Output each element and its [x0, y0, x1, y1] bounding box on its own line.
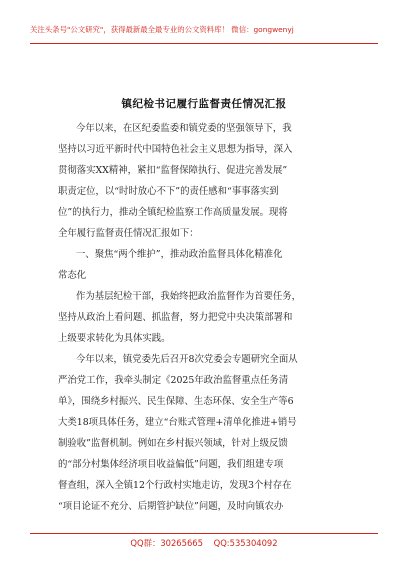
body-line: 全年履行监督责任情况汇报如下： [58, 228, 199, 239]
body-line: 督查组，深入全镇12个行政村实地走访，发现3个村存在 [58, 480, 292, 491]
header-notice: 关注头条号"公文研究"，获得最新最全最专业的公文资料库！ 微信：gongwenyj [30, 25, 294, 34]
body-line: 上级要求转化为具体实践。 [58, 333, 171, 344]
section-heading-cont: 常态化 [58, 270, 87, 281]
footer-qq: QQ:535304092 [213, 538, 278, 548]
body-line: 坚持以习近平新时代中国特色社会主义思想为指导，深入 [58, 144, 293, 155]
footer-divider [30, 533, 378, 534]
body-line: 单》，围绕乡村振兴、民生保障、生态环保、安全生产等6 [58, 396, 294, 407]
footer-qq-group: QQ群：30265665 [130, 538, 203, 548]
body-line: 制验收”监督机制。例如在乡村振兴领域，针对上级反馈 [58, 438, 288, 449]
footer-contact [0, 537, 408, 549]
body-line: 作为基层纪检干部，我始终把政治监督作为首要任务， [76, 291, 302, 302]
document-title: 镇纪检书记履行监督责任情况汇报 [121, 98, 287, 110]
body-line: 坚持从政治上看问题、抓监督，努力把党中央决策部署和 [58, 312, 293, 323]
body-line: 的“部分村集体经济项目收益偏低”问题，我们组建专项 [58, 459, 284, 470]
body-line: 今年以来，镇党委先后召开8次党委会专题研究全面从 [76, 354, 298, 365]
body-line: 位”的执行力，推动全镇纪检监察工作高质量发展。现将 [58, 207, 288, 218]
body-line: 大类18项具体任务，建立“台账式管理+清单化推进+销号 [58, 417, 297, 428]
body-line: 今年以来，在区纪委监委和镇党委的坚强领导下，我 [76, 123, 292, 134]
body-line: “项目论证不充分、后期管护缺位”问题，及时向镇农办 [58, 501, 284, 512]
header-divider [30, 43, 378, 44]
section-heading: 一、聚焦“两个维护”，推动政治监督具体化精准化 [76, 249, 283, 260]
body-line: 职责定位，以“时时放心不下”的责任感和“事事落实到 [58, 186, 279, 197]
document-body [58, 118, 358, 517]
body-line: 贯彻落实XX精神，紧扣“监督保障执行、促进完善发展” [58, 165, 288, 176]
body-line: 严治党工作，我牵头制定《2025年政治监督重点任务清 [58, 375, 289, 386]
